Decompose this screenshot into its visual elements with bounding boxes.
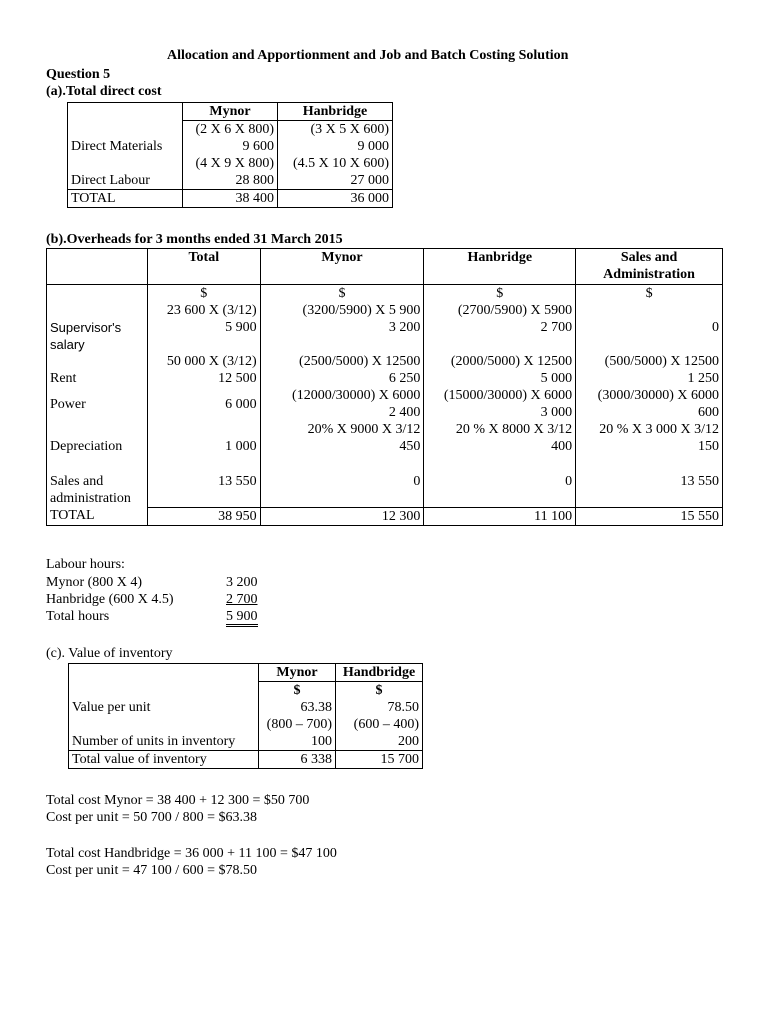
inventory-table <box>68 663 423 769</box>
cell: 1 250 <box>576 370 723 387</box>
col-hanbridge: Hanbridge <box>424 249 576 285</box>
calc: (2700/5900) X 5900 <box>424 302 576 319</box>
calc: (2500/5000) X 12500 <box>260 353 424 370</box>
cell: 6 000 <box>147 396 260 413</box>
row-label-sales-admin-2: administration <box>47 490 148 507</box>
row-label-rent: Rent <box>47 370 148 387</box>
cell: 13 550 <box>576 473 723 490</box>
labour-value: 3 200 <box>226 575 258 590</box>
note-line: Total cost Mynor = 38 400 + 12 300 = $50 700 <box>46 793 310 808</box>
calc: (2000/5000) X 12500 <box>424 353 576 370</box>
cell: 13 550 <box>147 473 260 490</box>
currency: $ <box>147 285 260 303</box>
cell: 5 900 <box>147 319 260 353</box>
col-sales-admin: Sales and Administration <box>576 249 723 285</box>
cell: 38 950 <box>147 507 260 525</box>
cell: 9 000 <box>278 138 393 155</box>
calc: 23 600 X (3/12) <box>147 302 260 319</box>
cell: 0 <box>576 319 723 353</box>
cell: 6 338 <box>259 751 336 769</box>
labour-total-value: 5 900 <box>226 609 258 627</box>
currency: $ <box>336 682 423 700</box>
part-a-heading: (a).Total direct cost <box>46 84 162 99</box>
part-c-heading: (c). Value of inventory <box>46 646 173 661</box>
cell: 3 200 <box>260 319 424 353</box>
cell: 150 <box>576 438 723 455</box>
cell: 11 100 <box>424 507 576 525</box>
row-label: Direct Labour <box>68 172 183 190</box>
col-mynor: Mynor <box>183 103 278 121</box>
cell: (3 X 5 X 600) <box>278 121 393 139</box>
col-total: Total <box>147 249 260 285</box>
cell: 12 500 <box>147 370 260 387</box>
cell: 450 <box>260 438 424 455</box>
cell: 600 <box>576 404 723 421</box>
cell: 3 000 <box>424 404 576 421</box>
direct-cost-table <box>67 102 393 208</box>
labour-label: Total hours <box>46 609 110 624</box>
cell: 0 <box>424 473 576 490</box>
cell: 2 700 <box>424 319 576 353</box>
calc: 50 000 X (3/12) <box>147 353 260 370</box>
currency: $ <box>424 285 576 303</box>
cell: 2 400 <box>260 404 424 421</box>
cell: 0 <box>260 473 424 490</box>
document-title: Allocation and Apportionment and Job and Batch Costing Solution <box>167 48 569 63</box>
question-label: Question 5 <box>46 67 111 82</box>
note-line: Cost per unit = 50 700 / 800 = $63.38 <box>46 810 258 825</box>
currency: $ <box>576 285 723 303</box>
row-label: Direct Materials <box>68 138 183 155</box>
col-handbridge: Handbridge <box>336 664 423 682</box>
cell: 38 400 <box>183 190 278 208</box>
cell: 400 <box>424 438 576 455</box>
calc: (15000/30000) X 6000 <box>424 387 576 404</box>
calc: (12000/30000) X 6000 <box>260 387 424 404</box>
cell: (4.5 X 10 X 600) <box>278 155 393 172</box>
row-label: Total value of inventory <box>69 751 259 769</box>
row-label: Value per unit <box>69 699 259 716</box>
note-line: Total cost Handbridge = 36 000 + 11 100 = $47 100 <box>46 846 337 861</box>
calc: 20 % X 3 000 X 3/12 <box>576 421 723 438</box>
calc: (500/5000) X 12500 <box>576 353 723 370</box>
col-mynor: Mynor <box>259 664 336 682</box>
labour-label: Mynor (800 X 4) <box>46 575 143 590</box>
labour-heading: Labour hours: <box>46 557 125 572</box>
row-label-sales-admin: Sales and <box>47 473 148 490</box>
cell: 9 600 <box>183 138 278 155</box>
calc: (3200/5900) X 5 900 <box>260 302 424 319</box>
calc: (3000/30000) X 6000 <box>576 387 723 404</box>
row-label-depreciation: Depreciation <box>47 438 148 455</box>
labour-value: 2 700 <box>226 592 258 607</box>
cell: 28 800 <box>183 172 278 190</box>
cell: 15 700 <box>336 751 423 769</box>
cell: (2 X 6 X 800) <box>183 121 278 139</box>
row-label: TOTAL <box>68 190 183 208</box>
calc: (600 – 400) <box>336 716 423 733</box>
currency: $ <box>260 285 424 303</box>
cell: 5 000 <box>424 370 576 387</box>
row-label-supervisor: Supervisor's salary <box>47 319 148 353</box>
cell: 15 550 <box>576 507 723 525</box>
cell: 36 000 <box>278 190 393 208</box>
part-b-heading: (b).Overheads for 3 months ended 31 March 2015 <box>46 232 343 247</box>
cell: (4 X 9 X 800) <box>183 155 278 172</box>
row-label-power: Power <box>47 396 148 413</box>
calc: 20 % X 8000 X 3/12 <box>424 421 576 438</box>
cell: 63.38 <box>259 699 336 716</box>
cell: 12 300 <box>260 507 424 525</box>
currency: $ <box>259 682 336 700</box>
col-mynor: Mynor <box>260 249 424 285</box>
calc: (800 – 700) <box>259 716 336 733</box>
cell: 27 000 <box>278 172 393 190</box>
calc: 20% X 9000 X 3/12 <box>260 421 424 438</box>
note-line: Cost per unit = 47 100 / 600 = $78.50 <box>46 863 258 878</box>
cell: 100 <box>259 733 336 751</box>
row-label-total: TOTAL <box>47 507 148 525</box>
labour-label: Hanbridge (600 X 4.5) <box>46 592 174 607</box>
col-hanbridge: Hanbridge <box>278 103 393 121</box>
cell: 6 250 <box>260 370 424 387</box>
row-label: Number of units in inventory <box>69 733 259 751</box>
cell: 200 <box>336 733 423 751</box>
overheads-table <box>46 248 723 526</box>
cell: 78.50 <box>336 699 423 716</box>
cell: 1 000 <box>147 438 260 455</box>
